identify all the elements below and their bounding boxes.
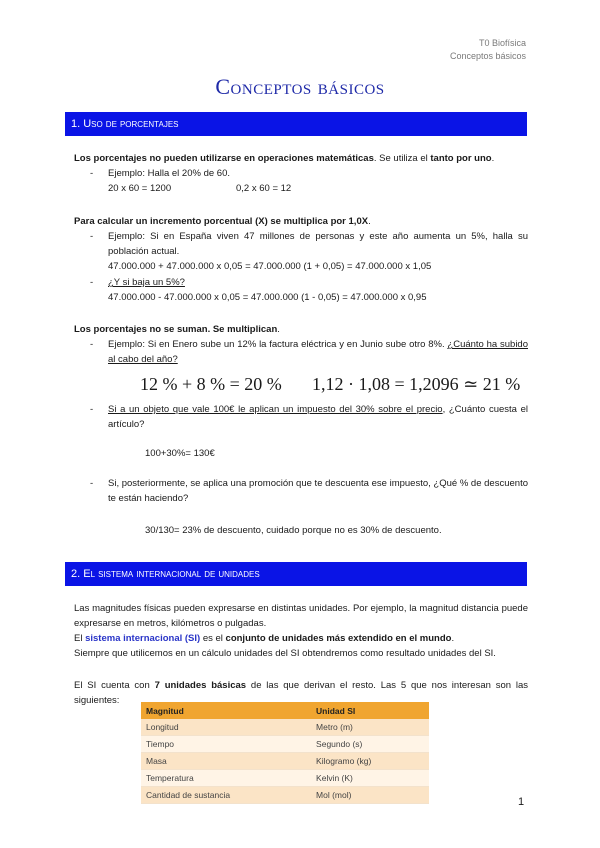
table-row <box>141 770 429 787</box>
table-cell-unit: Kelvin (K) <box>311 770 429 787</box>
paragraph-si-results: Siempre que utilicemos en un cálculo unidades del SI obtendremos como resultado unidades del SI. <box>74 648 496 659</box>
si-mid: es el <box>200 633 226 644</box>
table-cell-unit: Mol (mol) <box>311 787 429 804</box>
example-5-rest: , ¿Cuánto cuesta el artículo? <box>108 404 528 430</box>
si-term: sistema internacional (SI) <box>85 633 201 644</box>
table-row <box>141 719 429 736</box>
paragraph-multiply-rule <box>74 322 528 337</box>
table-row <box>141 753 429 770</box>
table-cell-unit: Metro (m) <box>311 719 429 736</box>
table-header-unit: Unidad SI <box>311 702 429 719</box>
example-6-calc: 30/130= 23% de descuento, cuidado porque no es 30% de descuento. <box>145 525 442 536</box>
page-title: Conceptos básicos <box>215 74 385 99</box>
example-3-question: ¿Y si baja un 5%? <box>108 277 185 288</box>
table-cell-unit: Kilogramo (kg) <box>311 753 429 770</box>
base-units-end: de las que derivan el resto. Las 5 que nos interesan son las siguientes: <box>74 680 528 706</box>
example-4-statement: Ejemplo: Si en Enero sube un 12% la factura eléctrica y en Junio sube otro 8%. <box>108 339 445 350</box>
page-number: 1 <box>518 796 525 808</box>
increment-bold: Para calcular un incremento porcentual (X) se multiplica por 1,0X <box>74 216 369 227</box>
base-units-pre: El SI cuenta con <box>74 680 155 691</box>
math-correct-product: 1,12 · 1,08 = 1,2096 ≃ 21 % <box>312 374 521 394</box>
table-header-magnitude: Magnitud <box>141 702 311 719</box>
table-cell-unit: Segundo (s) <box>311 736 429 753</box>
increment-end: . <box>368 216 371 227</box>
si-units-table <box>141 702 429 804</box>
example-6-text: Si, posteriormente, se aplica una promoción que te descuenta ese impuesto, ¿Qué % de descuento te están haciendo? <box>108 478 528 504</box>
dash-marker: - <box>90 404 94 415</box>
dash-marker: - <box>90 168 94 179</box>
table-row <box>141 736 429 753</box>
table-cell-magnitude: Longitud <box>141 719 311 736</box>
example-4-question: ¿Cuánto ha subido al cabo del año? <box>108 339 528 365</box>
example-4-text <box>108 337 528 367</box>
section-heading-2: 2. El sistema internacional de unidades <box>65 562 527 586</box>
table-header-row <box>141 702 429 719</box>
rule-bold-2: tanto por uno <box>430 153 492 164</box>
table-cell-magnitude: Tiempo <box>141 736 311 753</box>
table-cell-magnitude: Masa <box>141 753 311 770</box>
example-1-text: Ejemplo: Halla el 20% de 60. <box>108 168 230 179</box>
example-3-calc: 47.000.000 - 47.000.000 x 0,05 = 47.000.000 (1 - 0,05) = 47.000.000 x 0,95 <box>108 292 427 303</box>
si-end: . <box>451 633 455 644</box>
example-2-text: Ejemplo: Si en España viven 47 millones de personas y este año aumenta un 5%, halla su población actual. <box>108 231 528 257</box>
paragraph-si-definition <box>74 631 528 646</box>
multiply-bold: Los porcentajes no se suman. Se multiplican <box>74 324 278 335</box>
example-1-calc-a: 20 x 60 = 1200 <box>108 183 172 194</box>
example-5-underlined: Si a un objeto que vale 100€ le aplican un impuesto del 30% sobre el precio <box>108 404 443 415</box>
dash-marker: - <box>90 277 94 288</box>
rule-end: . <box>491 153 495 164</box>
si-bold: conjunto de unidades más extendido en el mundo <box>225 633 452 644</box>
example-2-calc: 47.000.000 + 47.000.000 x 0,05 = 47.000.000 (1 + 0,05) = 47.000.000 x 1,05 <box>108 261 432 272</box>
base-units-bold: 7 unidades básicas <box>154 680 247 691</box>
paragraph-magnitudes: Las magnitudes físicas pueden expresarse en distintas unidades. Por ejemplo, la magnitud distancia puede expresarse en metros, kilómetros o pulgadas. <box>74 603 528 629</box>
rule-bold: Los porcentajes no pueden utilizarse en operaciones matemáticas <box>74 153 374 164</box>
dash-marker: - <box>90 231 94 242</box>
math-wrong-sum: 12 % + 8 % = 20 % <box>140 374 282 394</box>
multiply-end: . <box>277 324 280 335</box>
rule-rest: . Se utiliza el <box>373 153 431 164</box>
header-topic: Conceptos básicos <box>449 51 526 61</box>
example-1-calc-b: 0,2 x 60 = 12 <box>236 183 292 194</box>
table-cell-magnitude: Temperatura <box>141 770 311 787</box>
table-cell-magnitude: Cantidad de sustancia <box>141 787 311 804</box>
header-course: T0 Biofísica <box>478 38 526 48</box>
dash-marker: - <box>90 339 94 350</box>
paragraph-increment-rule <box>74 214 528 229</box>
example-3-text <box>108 275 528 290</box>
example-5-calc: 100+30%= 130€ <box>145 448 215 459</box>
si-pre: El <box>74 633 86 644</box>
section-heading-1: 1. Uso de porcentajes <box>65 112 527 136</box>
table-row <box>141 787 429 804</box>
dash-marker: - <box>90 478 94 489</box>
example-5-text <box>108 402 528 432</box>
paragraph-percentages-rule <box>74 151 528 166</box>
